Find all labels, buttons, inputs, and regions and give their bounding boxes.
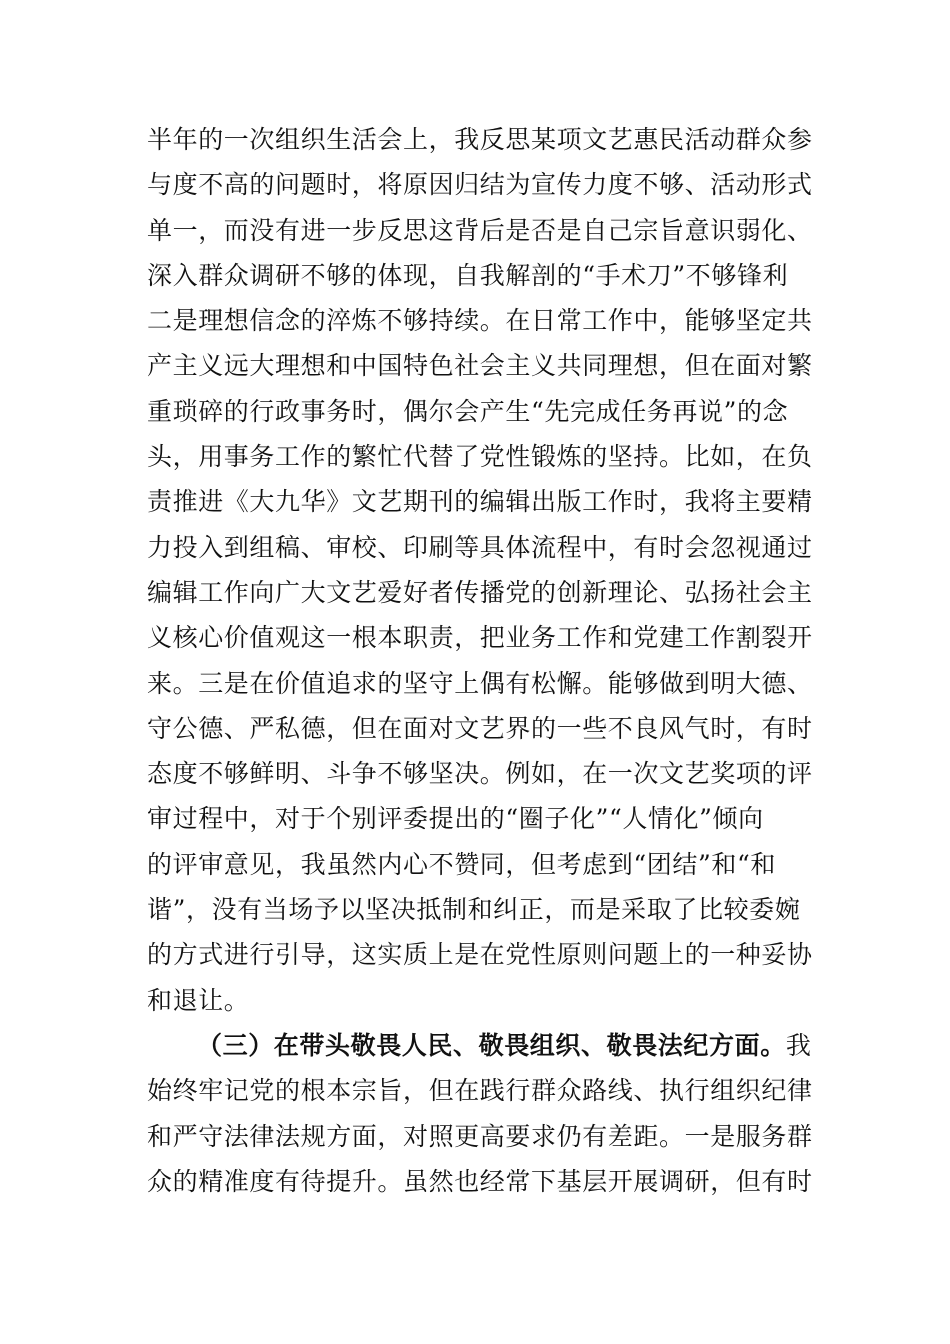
section-heading-line <box>147 1023 812 1068</box>
text-line: 二是理想信念的淬炼不够持续。在日常工作中，能够坚定共 <box>147 306 813 336</box>
text-line: 谐”，没有当场予以坚决抵制和纠正，而是采取了比较委婉 <box>147 895 801 925</box>
text-line: 编辑工作向广大文艺爱好者传播党的创新理论、弘扬社会主 <box>147 577 813 607</box>
text-line: 守公德、严私德，但在面对文艺界的一些不良风气时，有时 <box>147 713 813 743</box>
text-line: 力投入到组稿、审校、印刷等具体流程中，有时会忽视通过 <box>147 532 813 562</box>
text-line: 半年的一次组织生活会上，我反思某项文艺惠民活动群众参 <box>147 125 813 154</box>
text-line: 态度不够鲜明、斗争不够坚决。例如，在一次文艺奖项的评 <box>147 759 813 789</box>
text-line: 来。三是在价值追求的坚守上偶有松懈。能够做到明大德、 <box>147 668 813 698</box>
text-line: 单一，而没有进一步反思这背后是否是自己宗旨意识弱化、 <box>147 215 813 245</box>
text-line: 重琐碎的行政事务时，偶尔会产生“先完成任务再说”的念 <box>147 396 789 426</box>
text-line: 与度不高的问题时，将原因归结为宣传力度不够、活动形式 <box>147 170 813 200</box>
text-line: 深入群众调研不够的体现，自我解剖的“手术刀”不够锋利 <box>147 260 789 290</box>
text-line: 始终牢记党的根本宗旨，但在践行群众路线、执行组织纪律 <box>147 1076 813 1106</box>
text-line: 和退让。 <box>147 985 250 1015</box>
body-text <box>147 117 813 1204</box>
text-line: 众的精准度有待提升。虽然也经常下基层开展调研，但有时 <box>147 1166 813 1196</box>
text-line: 义核心价值观这一根本职责，把业务工作和党建工作割裂开 <box>147 623 813 653</box>
text-line: 头，用事务工作的繁忙代替了党性锻炼的坚持。比如，在负 <box>147 442 813 472</box>
text-line: 的方式进行引导，这实质上是在党性原则问题上的一种妥协 <box>147 940 813 970</box>
text-line: 和严守法律法规方面，对照更高要求仍有差距。一是服务群 <box>147 1121 813 1151</box>
text-line: 的评审意见，我虽然内心不赞同，但考虑到“团结”和“和 <box>147 849 776 879</box>
text-line: 审过程中，对于个别评委提出的“圈子化”“人情化”倾向 <box>147 804 764 834</box>
text-line: 责推进《大九华》文艺期刊的编辑出版工作时，我将主要精 <box>147 487 813 517</box>
section-heading: （三）在带头敬畏人民、敬畏组织、敬畏法纪方面。 <box>197 1030 786 1060</box>
text-line: 产主义远大理想和中国特色社会主义共同理想，但在面对繁 <box>147 351 813 381</box>
heading-line-tail: 我 <box>785 1030 812 1060</box>
